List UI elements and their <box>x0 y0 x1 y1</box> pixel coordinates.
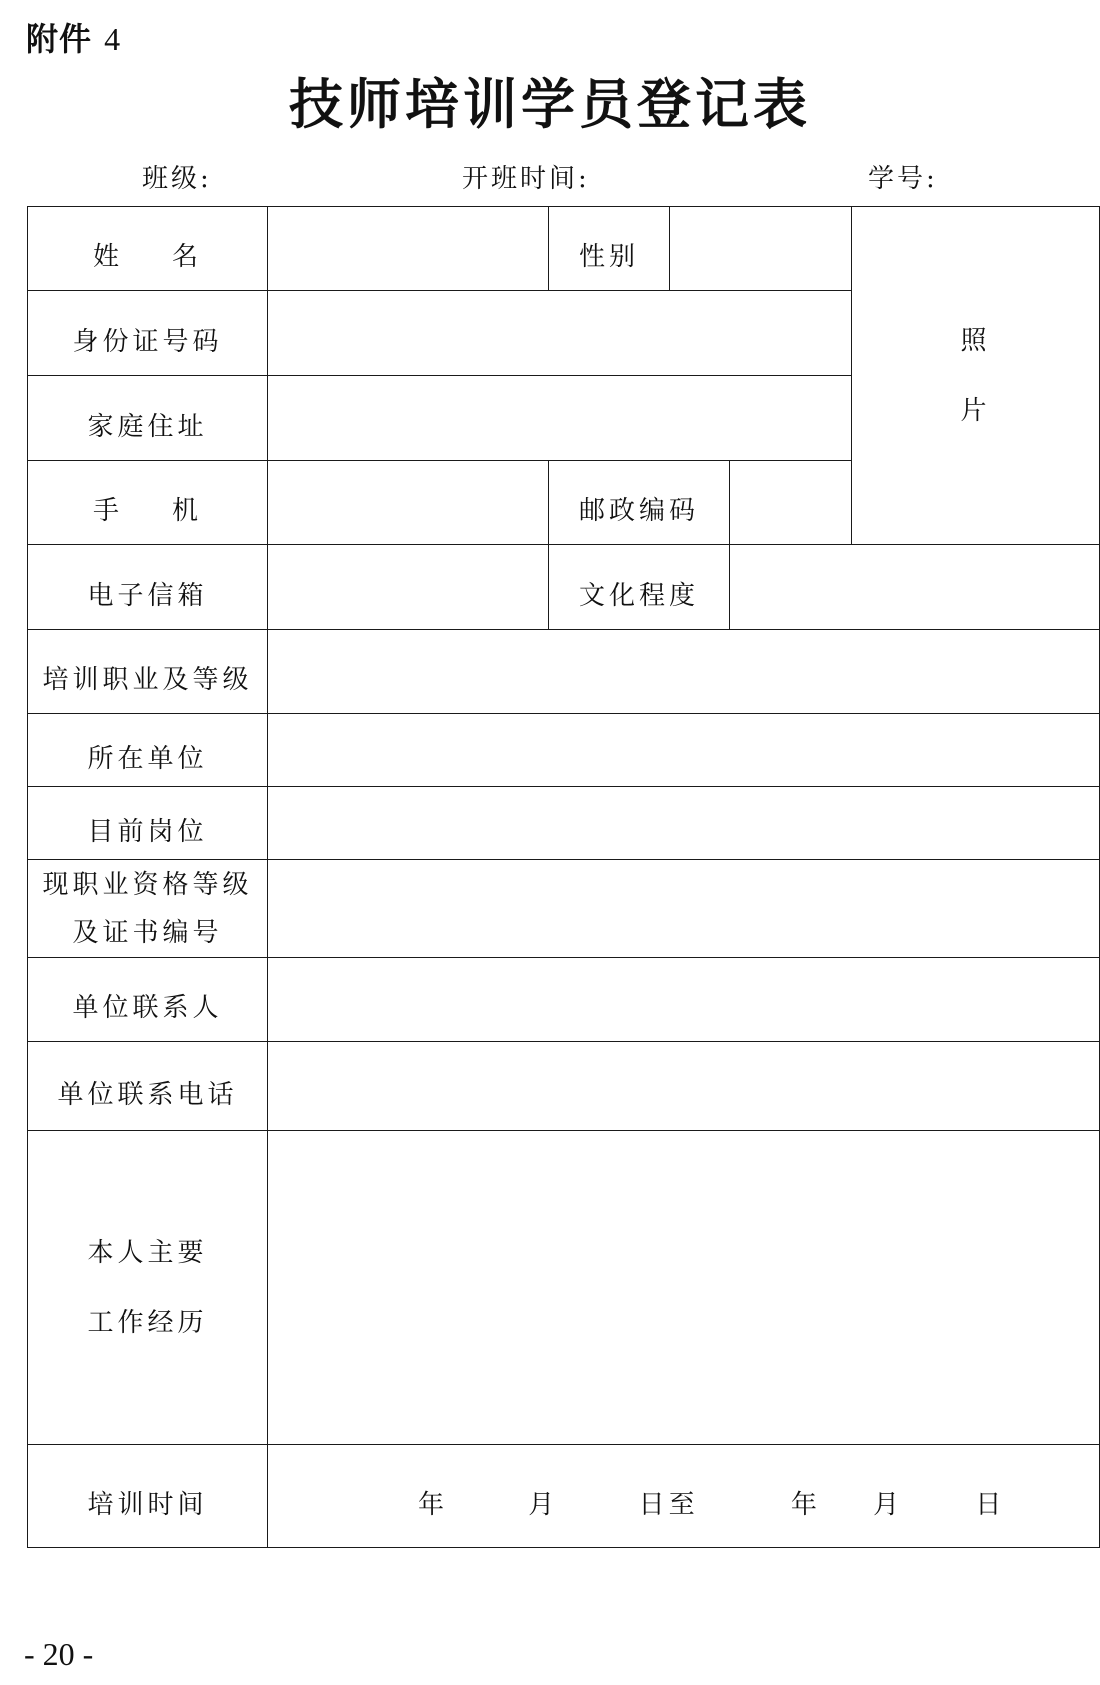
training-time-label: 培训时间 <box>28 1445 268 1548</box>
start-time-label: 开班时间: <box>462 164 590 194</box>
day-2: 日 <box>975 1489 1006 1520</box>
work-history-label-line2: 工作经历 <box>87 1307 208 1338</box>
employer-label: 所在单位 <box>28 714 268 787</box>
row-contact <box>28 958 1100 1042</box>
name-label: 姓 名 <box>28 207 268 291</box>
certificate-label-line1: 现职业资格等级 <box>42 869 253 900</box>
postcode-label: 邮政编码 <box>549 461 730 545</box>
row-training-time <box>28 1445 1100 1548</box>
page-number: - 20 - <box>24 1636 94 1672</box>
training-job-field[interactable] <box>268 630 1100 714</box>
employer-field[interactable] <box>268 714 1100 787</box>
company-phone-label: 单位联系电话 <box>28 1042 268 1131</box>
row-employer <box>28 714 1100 787</box>
month-2: 月 <box>873 1489 904 1520</box>
day-to: 日至 <box>638 1489 699 1520</box>
row-email <box>28 545 1100 630</box>
certificate-label <box>28 860 268 958</box>
row-certificate <box>28 860 1100 958</box>
training-job-label: 培训职业及等级 <box>28 630 268 714</box>
student-number-label: 学号: <box>868 164 938 194</box>
training-time-field[interactable] <box>268 1445 1100 1548</box>
company-phone-field[interactable] <box>268 1042 1100 1131</box>
gender-label: 性别 <box>549 207 670 291</box>
month-1: 月 <box>528 1489 559 1520</box>
row-contact-phone <box>28 1042 1100 1131</box>
email-label: 电子信箱 <box>28 545 268 630</box>
education-field[interactable] <box>730 545 1100 630</box>
email-field[interactable] <box>268 545 549 630</box>
page-title: 技师培训学员登记表 <box>289 72 811 136</box>
photo-box[interactable] <box>852 207 1100 545</box>
attachment-number: 4 <box>104 21 122 57</box>
name-field[interactable] <box>268 207 549 291</box>
postcode-field[interactable] <box>730 461 852 545</box>
photo-label-2: 片 <box>960 395 991 426</box>
row-work-history <box>28 1131 1100 1445</box>
company-contact-label: 单位联系人 <box>28 958 268 1042</box>
registration-form <box>27 206 1100 1548</box>
year-2: 年 <box>790 1489 821 1520</box>
company-contact-field[interactable] <box>268 958 1100 1042</box>
mobile-field[interactable] <box>268 461 549 545</box>
photo-label-1: 照 <box>960 325 991 356</box>
gender-field[interactable] <box>670 207 852 291</box>
id-number-field[interactable] <box>268 291 852 376</box>
work-history-label <box>28 1131 268 1445</box>
certificate-label-line2: 及证书编号 <box>72 917 223 948</box>
current-position-label: 目前岗位 <box>28 787 268 860</box>
class-label: 班级: <box>142 164 212 194</box>
work-history-field[interactable] <box>268 1131 1100 1445</box>
row-position <box>28 787 1100 860</box>
home-address-label: 家庭住址 <box>28 376 268 461</box>
current-position-field[interactable] <box>268 787 1100 860</box>
certificate-field[interactable] <box>268 860 1100 958</box>
work-history-label-line1: 本人主要 <box>87 1237 208 1268</box>
attachment-label <box>26 14 121 60</box>
row-training-job <box>28 630 1100 714</box>
education-label: 文化程度 <box>549 545 730 630</box>
home-address-field[interactable] <box>268 376 852 461</box>
year-1: 年 <box>418 1489 449 1520</box>
row-name <box>28 207 1100 291</box>
mobile-label: 手 机 <box>28 461 268 545</box>
id-number-label: 身份证号码 <box>28 291 268 376</box>
attachment-text: 附件 <box>26 20 93 58</box>
